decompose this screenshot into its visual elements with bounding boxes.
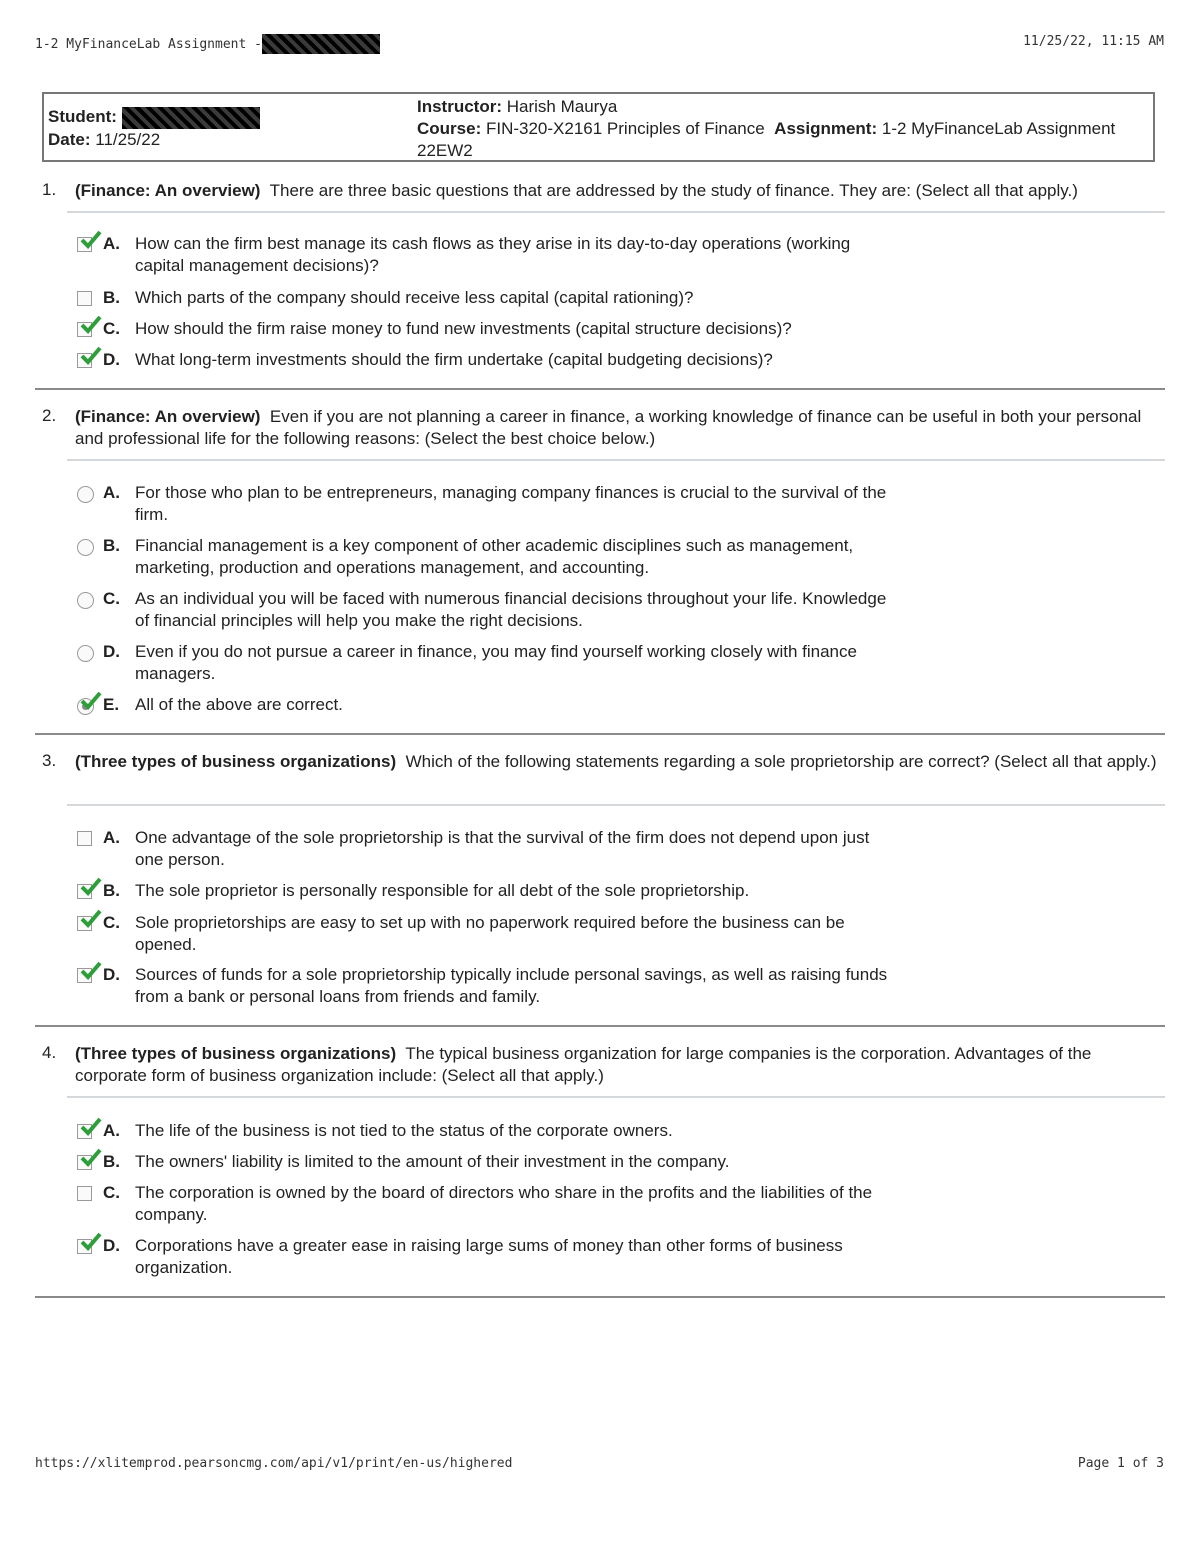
- option-letter: D.: [103, 965, 120, 984]
- option-text: The life of the business is not tied to the status of the corporate owners.: [135, 1121, 673, 1140]
- checkbox[interactable]: [75, 1154, 95, 1172]
- course-label: Course:: [417, 119, 482, 138]
- page-number: Page 1 of 3: [1077, 1456, 1164, 1471]
- question-separator: [35, 388, 1165, 390]
- question-divider: [67, 459, 1165, 461]
- radio-button[interactable]: [75, 591, 95, 609]
- checkmark-icon: [80, 909, 102, 929]
- option-text: The corporation is owned by the board of directors who share in the profits and the liabilities of the company.: [135, 1183, 873, 1224]
- option-text: What long-term investments should the firm undertake (capital budgeting decisions)?: [135, 350, 773, 369]
- checkbox[interactable]: [75, 290, 95, 308]
- option-letter: C.: [103, 589, 120, 608]
- checkbox[interactable]: [75, 1238, 95, 1256]
- course-row: [417, 118, 1152, 162]
- question-topic: (Three types of business organizations): [75, 1044, 397, 1063]
- question-separator: [35, 1296, 1165, 1298]
- checkmark-icon: [80, 691, 102, 711]
- question-divider: [67, 804, 1165, 806]
- question-number: 4.: [42, 1043, 57, 1062]
- question-prompt: [75, 1043, 1160, 1087]
- date-label: Date:: [48, 129, 91, 149]
- radio-button[interactable]: [75, 485, 95, 503]
- checkmark-icon: [80, 315, 102, 335]
- option-text: Even if you do not pursue a career in finance, you may find yourself working closely with finance managers.: [135, 642, 857, 683]
- option-text: Corporations have a greater ease in raising large sums of money than other forms of business organization.: [135, 1236, 843, 1277]
- radio-button[interactable]: [75, 644, 95, 662]
- course-info: [417, 96, 1152, 162]
- option-letter: C.: [103, 913, 120, 932]
- option-text: Sole proprietorships are easy to set up with no paperwork required before the business can be opened.: [135, 913, 845, 954]
- redacted-student-name: [122, 107, 260, 129]
- option-text: The sole proprietor is personally responsible for all debt of the sole proprietorship.: [135, 881, 750, 900]
- option-letter: B.: [103, 881, 120, 900]
- option-letter: C.: [103, 1183, 120, 1202]
- question-topic: (Three types of business organizations): [75, 752, 397, 771]
- question-number: 1.: [42, 180, 57, 199]
- date-row: [48, 129, 260, 151]
- checkbox[interactable]: [75, 236, 95, 254]
- option-text: Financial management is a key component of other academic disciplines such as management, marketing, production and operations management, and accounting.: [135, 536, 854, 577]
- option-letter: B.: [103, 536, 120, 555]
- question-prompt: [75, 180, 1160, 202]
- question-number: 3.: [42, 751, 57, 770]
- option-text: Sources of funds for a sole proprietorship typically include personal savings, as well as raising funds from a bank or personal loans from friends and family.: [135, 965, 888, 1006]
- question-text: Which of the following statements regarding a sole proprietorship are correct? (Select all that apply.): [405, 752, 1157, 771]
- checkmark-icon: [80, 1117, 102, 1137]
- option-text: One advantage of the sole proprietorship is that the survival of the firm does not depend upon just one person.: [135, 828, 870, 869]
- option-letter: A.: [103, 828, 120, 847]
- option-letter: A.: [103, 234, 120, 253]
- option-text: All of the above are correct.: [135, 695, 343, 714]
- option-letter: C.: [103, 319, 120, 338]
- assignment-info-box: [42, 92, 1155, 162]
- question-number: 2.: [42, 406, 57, 425]
- radio-button[interactable]: [75, 538, 95, 556]
- option-letter: D.: [103, 642, 120, 661]
- question-divider: [67, 1096, 1165, 1098]
- checkbox[interactable]: [75, 830, 95, 848]
- question-separator: [35, 733, 1165, 735]
- checkmark-icon: [80, 961, 102, 981]
- question-text: There are three basic questions that are addressed by the study of finance. They are: (Select all that apply.): [269, 181, 1078, 200]
- instructor-label: Instructor:: [417, 97, 502, 116]
- redacted-name-block: [262, 34, 380, 54]
- checkmark-icon: [80, 346, 102, 366]
- instructor-row: [417, 96, 1152, 118]
- checkmark-icon: [80, 1232, 102, 1252]
- option-text: The owners' liability is limited to the amount of their investment in the company.: [135, 1152, 730, 1171]
- question-prompt: [75, 406, 1160, 450]
- option-letter: D.: [103, 350, 120, 369]
- option-letter: B.: [103, 1152, 120, 1171]
- option-letter: A.: [103, 1121, 120, 1140]
- checkmark-icon: [80, 230, 102, 250]
- checkbox[interactable]: [75, 1185, 95, 1203]
- question-topic: (Finance: An overview): [75, 181, 261, 200]
- student-info: [48, 106, 260, 151]
- print-timestamp: 11/25/22, 11:15 AM: [1023, 34, 1164, 49]
- checkbox[interactable]: [75, 883, 95, 901]
- instructor-value: Harish Maurya: [506, 97, 618, 116]
- question-prompt: [75, 751, 1160, 773]
- radio-button[interactable]: [75, 697, 95, 715]
- checkmark-icon: [80, 877, 102, 897]
- question-separator: [35, 1025, 1165, 1027]
- assignment-title: 1-2 MyFinanceLab Assignment -: [35, 36, 262, 52]
- option-text: Which parts of the company should receive less capital (capital rationing)?: [135, 288, 694, 307]
- option-text: For those who plan to be entrepreneurs, managing company finances is crucial to the survival of the firm.: [135, 483, 887, 524]
- student-label: Student:: [48, 107, 117, 126]
- option-text: As an individual you will be faced with numerous financial decisions throughout your life. Knowledge of financial principles will help you make the right decisions.: [135, 589, 887, 630]
- date-value: 11/25/22: [95, 129, 161, 149]
- assignment-value: 1-2 MyFinanceLab Assignment 22EW2: [417, 119, 1116, 160]
- print-header-title: [35, 34, 380, 54]
- question-text: Even if you are not planning a career in finance, a working knowledge of finance can be useful in both your personal and professional life for the following reasons: (Select the best choice below.): [75, 407, 1142, 448]
- assignment-label: Assignment:: [774, 119, 878, 138]
- option-text: How can the firm best manage its cash flows as they arise in its day-to-day operations (working capital management decisions)?: [135, 234, 851, 275]
- question-divider: [67, 211, 1165, 213]
- option-text: How should the firm raise money to fund new investments (capital structure decisions)?: [135, 319, 792, 338]
- option-letter: D.: [103, 1236, 120, 1255]
- checkbox[interactable]: [75, 321, 95, 339]
- course-value: FIN-320-X2161 Principles of Finance: [485, 119, 765, 138]
- question-topic: (Finance: An overview): [75, 407, 261, 426]
- checkbox[interactable]: [75, 1123, 95, 1141]
- option-letter: E.: [103, 695, 120, 714]
- checkbox[interactable]: [75, 967, 95, 985]
- option-letter: A.: [103, 483, 120, 502]
- print-url: https://xlitemprod.pearsoncmg.com/api/v1/print/en-us/highered: [35, 1456, 513, 1471]
- option-letter: B.: [103, 288, 120, 307]
- student-row: [48, 106, 260, 129]
- question-text: The typical business organization for large companies is the corporation. Advantages of the corporate form of business organization include: (Select all that apply.): [75, 1044, 1092, 1085]
- checkbox[interactable]: [75, 352, 95, 370]
- checkmark-icon: [80, 1148, 102, 1168]
- checkbox[interactable]: [75, 915, 95, 933]
